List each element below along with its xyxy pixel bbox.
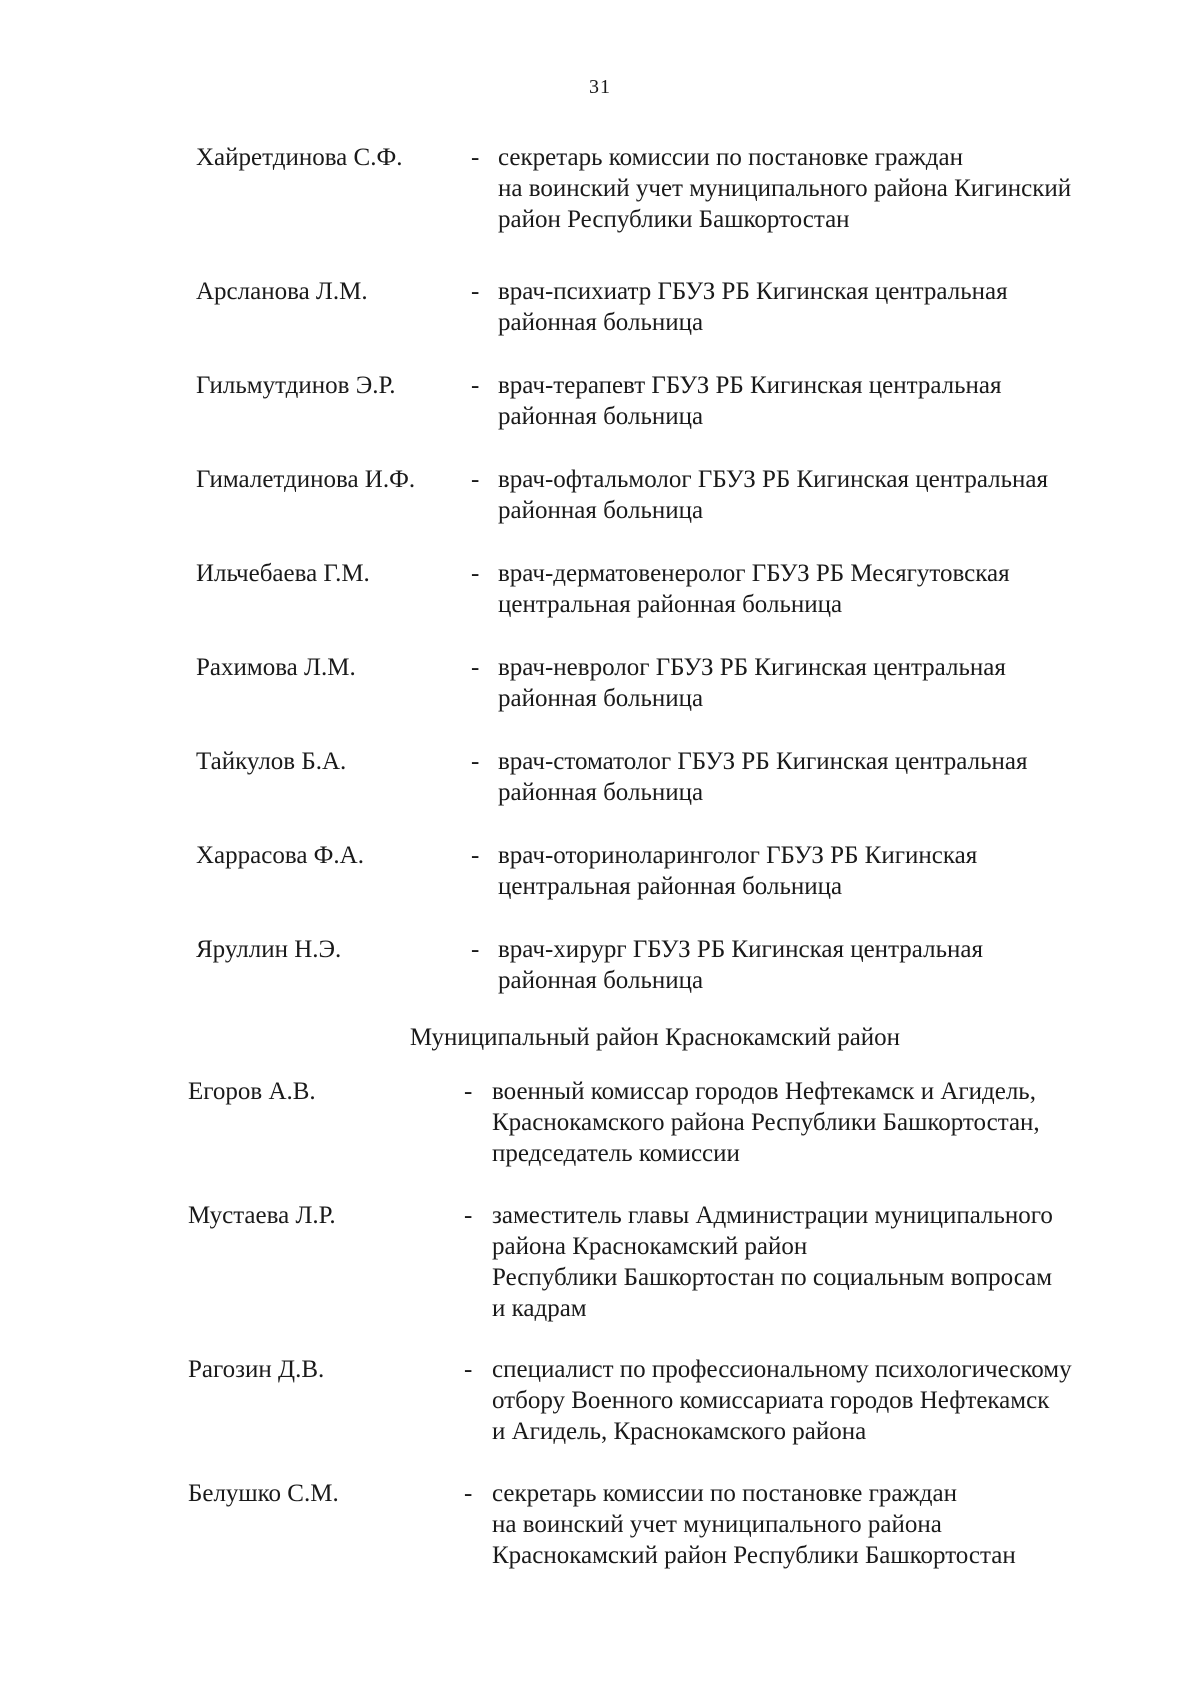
role-line: врач-невролог ГБУЗ РБ Кигинская центральная (498, 654, 1006, 681)
role-line: военный комиссар городов Нефтекамск и Агидель, (492, 1078, 1036, 1105)
role-line: врач-офтальмолог ГБУЗ РБ Кигинская центральная (498, 466, 1048, 493)
member-name: Гильмутдинов Э.Р. (196, 372, 396, 399)
member-name: Гималетдинова И.Ф. (196, 466, 416, 493)
role-line: секретарь комиссии по постановке граждан (498, 144, 963, 171)
entry-dash: - (464, 1078, 473, 1105)
role-line: районная больница (498, 403, 704, 430)
member-role (498, 142, 1138, 235)
role-line: заместитель главы Администрации муниципального (492, 1202, 1053, 1229)
role-line: района Краснокамский район (492, 1233, 808, 1260)
role-line: врач-хирург ГБУЗ РБ Кигинская центральная (498, 936, 983, 963)
member-name: Хайретдинова С.Ф. (196, 144, 403, 171)
role-line: центральная районная больница (498, 591, 843, 618)
member-name: Тайкулов Б.А. (196, 748, 347, 775)
role-line: Республики Башкортостан по социальным вопросам (492, 1264, 1053, 1291)
member-role (492, 1478, 1132, 1571)
entry-dash: - (471, 466, 480, 493)
entry-dash: - (464, 1202, 473, 1229)
entry-dash: - (471, 560, 480, 587)
member-role (498, 464, 1138, 526)
entry-dash: - (471, 842, 480, 869)
role-line: и Агидель, Краснокамского района (492, 1418, 867, 1445)
entry-dash: - (471, 654, 480, 681)
page-number: 31 (589, 76, 611, 98)
entry-dash: - (471, 372, 480, 399)
role-line: врач-оториноларинголог ГБУЗ РБ Кигинская (498, 842, 978, 869)
entry-dash: - (471, 144, 480, 171)
member-role (498, 934, 1138, 996)
member-name: Егоров А.В. (188, 1078, 316, 1105)
role-line: центральная районная больница (498, 873, 843, 900)
role-line: районная больница (498, 967, 704, 994)
role-line: на воинский учет муниципального района Кигинский (498, 175, 1072, 202)
role-line: врач-дерматовенеролог ГБУЗ РБ Месягутовская (498, 560, 1010, 587)
role-line: районная больница (498, 309, 704, 336)
role-line: врач-терапевт ГБУЗ РБ Кигинская центральная (498, 372, 1002, 399)
entry-dash: - (464, 1480, 473, 1507)
role-line: врач-стоматолог ГБУЗ РБ Кигинская центральная (498, 748, 1028, 775)
entry-dash: - (471, 936, 480, 963)
entry-dash: - (471, 748, 480, 775)
member-name: Арсланова Л.М. (196, 278, 368, 305)
role-line: специалист по профессиональному психологическому (492, 1356, 1072, 1383)
role-line: секретарь комиссии по постановке граждан (492, 1480, 957, 1507)
member-role (498, 746, 1138, 808)
member-role (498, 558, 1138, 620)
member-role (492, 1200, 1132, 1324)
role-line: и кадрам (492, 1295, 587, 1322)
entry-dash: - (464, 1356, 473, 1383)
member-name: Харрасова Ф.А. (196, 842, 364, 869)
member-role (498, 652, 1138, 714)
member-role (498, 840, 1138, 902)
member-role (498, 370, 1138, 432)
role-line: врач-психиатр ГБУЗ РБ Кигинская центральная (498, 278, 1008, 305)
entry-dash: - (471, 278, 480, 305)
role-line: районная больница (498, 685, 704, 712)
section-heading: Муниципальный район Краснокамский район (409, 1024, 901, 1051)
member-name: Белушко С.М. (188, 1480, 339, 1507)
role-line: Краснокамского района Республики Башкортостан, (492, 1109, 1040, 1136)
member-name: Мустаева Л.Р. (188, 1202, 336, 1229)
member-name: Ильчебаева Г.М. (196, 560, 370, 587)
member-role (492, 1354, 1132, 1447)
member-name: Рахимова Л.М. (196, 654, 356, 681)
role-line: председатель комиссии (492, 1140, 740, 1167)
role-line: районная больница (498, 497, 704, 524)
member-name: Яруллин Н.Э. (196, 936, 342, 963)
member-role (498, 276, 1138, 338)
role-line: отбору Военного комиссариата городов Нефтекамск (492, 1387, 1050, 1414)
role-line: районная больница (498, 779, 704, 806)
role-line: Краснокамский район Республики Башкортостан (492, 1542, 1016, 1569)
role-line: на воинский учет муниципального района (492, 1511, 942, 1538)
role-line: район Республики Башкортостан (498, 206, 850, 233)
member-role (492, 1076, 1132, 1169)
member-name: Рагозин Д.В. (188, 1356, 325, 1383)
